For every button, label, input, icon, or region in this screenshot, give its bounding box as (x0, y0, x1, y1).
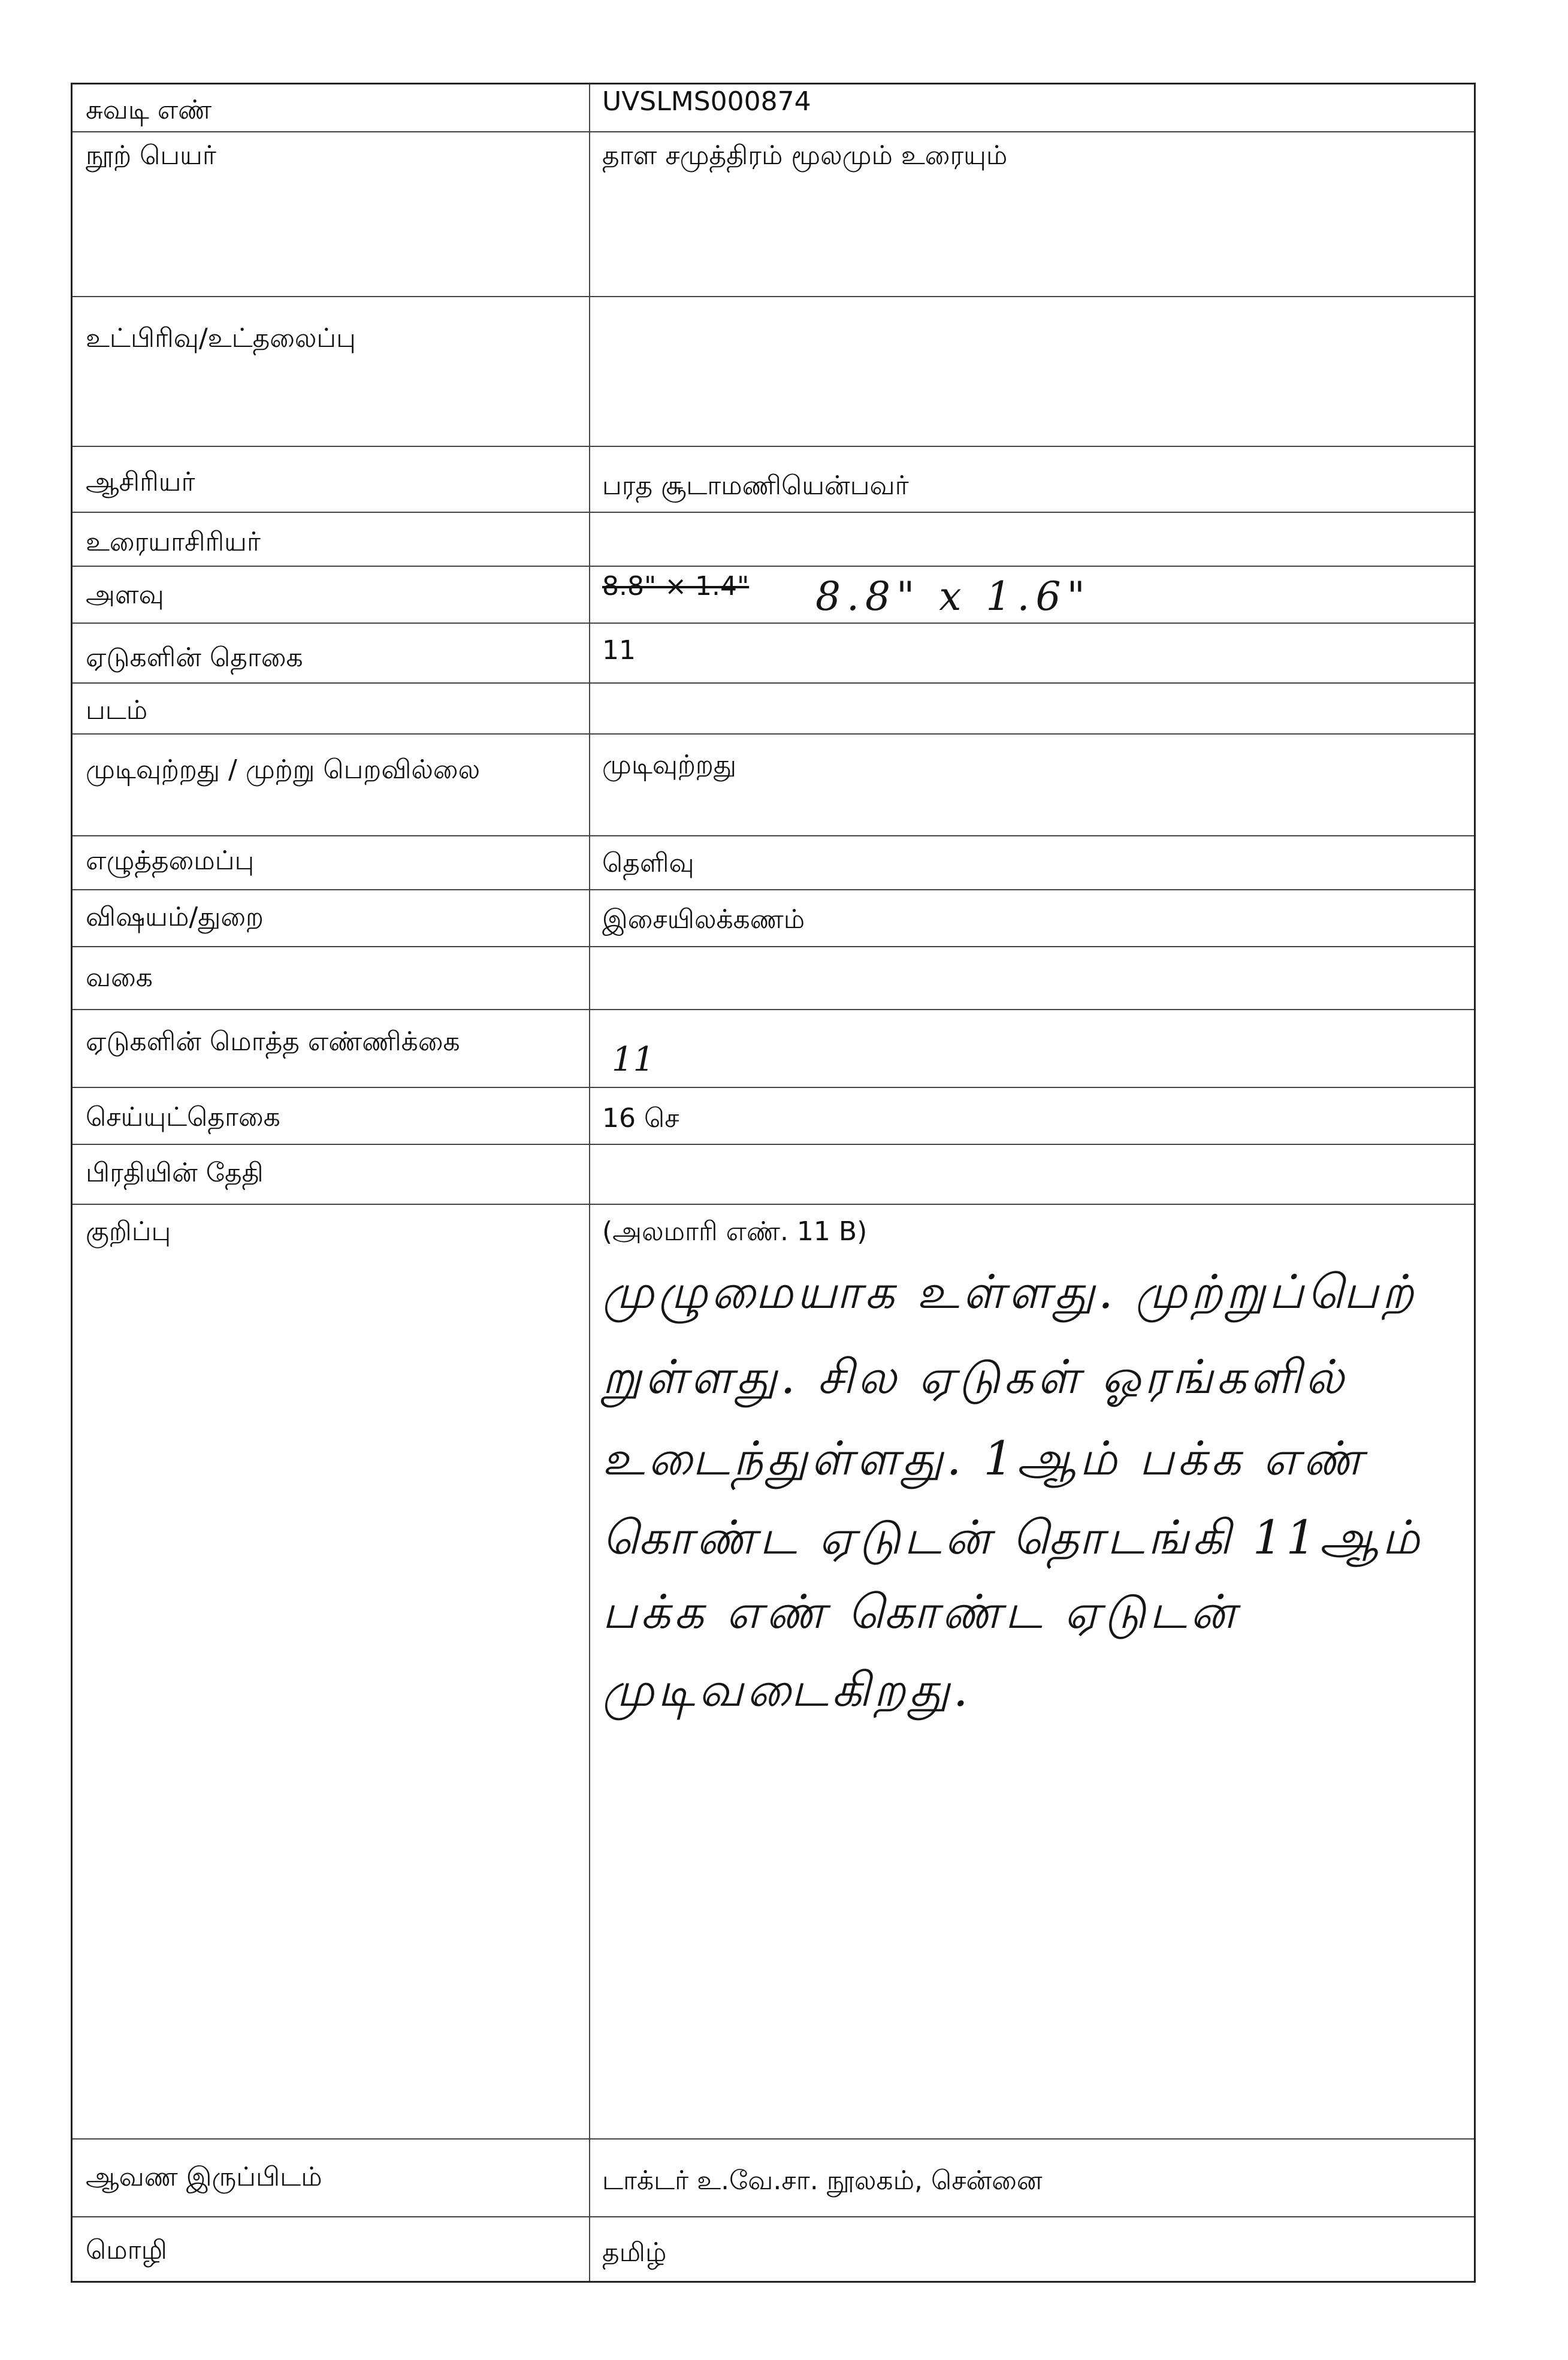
column-divider (589, 447, 590, 512)
table-row (72, 624, 1474, 684)
table-row (72, 297, 1474, 447)
field-label: உரையாசிரியர் (86, 527, 261, 557)
field-label: ஏடுகளின் மொத்த எண்ணிக்கை (86, 1026, 460, 1057)
field-label: பிரதியின் தேதி (86, 1158, 264, 1188)
column-divider (589, 2140, 590, 2216)
handwritten-note-line: முடிவடைகிறது. (602, 1663, 972, 1717)
handwritten-note-line: றுள்ளது. சில ஏடுகள் ஓரங்களில் (602, 1350, 1348, 1404)
handwritten-note-line: உடைந்துள்ளது. 1ஆம் பக்க எண் (602, 1432, 1366, 1486)
handwritten-note-line: பக்க எண் கொண்ட ஏடுடன் (602, 1585, 1240, 1639)
catalog-record-table (71, 83, 1476, 2283)
table-row (72, 735, 1474, 836)
table-row (72, 1205, 1474, 2140)
table-row (72, 2140, 1474, 2217)
column-divider (589, 1088, 590, 1144)
table-row (72, 1088, 1474, 1145)
column-divider (589, 84, 590, 131)
field-label: எழுத்தமைப்பு (86, 845, 255, 876)
handwritten-note-line: முழுமையாக உள்ளது. முற்றுப்பெற் (602, 1265, 1418, 1319)
field-value: முடிவுற்றது (602, 750, 737, 780)
field-value: 11 (602, 635, 636, 666)
table-row (72, 447, 1474, 513)
column-divider (589, 1010, 590, 1087)
column-divider (589, 297, 590, 446)
handwritten-total-count: 11 (612, 1040, 655, 1079)
field-label: ஏடுகளின் தொகை (86, 642, 303, 673)
column-divider (589, 624, 590, 682)
field-label: குறிப்பு (86, 1216, 171, 1247)
field-value: இசையிலக்கணம் (602, 904, 805, 935)
column-divider (589, 947, 590, 1009)
column-divider (589, 513, 590, 566)
table-row (72, 1145, 1474, 1205)
table-row (72, 84, 1474, 132)
field-value: (அலமாரி எண். 11 B) (602, 1216, 868, 1247)
column-divider (589, 567, 590, 623)
field-value: 16 செ (602, 1103, 679, 1134)
column-divider (589, 1205, 590, 2138)
column-divider (589, 684, 590, 733)
column-divider (589, 836, 590, 889)
field-label: வகை (86, 962, 153, 993)
field-value: டாக்டர் உ.வே.சா. நூலகம், சென்னை (602, 2165, 1043, 2196)
handwritten-size-value: 8.8" x 1.6" (815, 573, 1091, 620)
table-row (72, 513, 1474, 567)
field-label: மொழி (86, 2235, 167, 2265)
column-divider (589, 1145, 590, 1204)
field-label: உட்பிரிவு/உட்தலைப்பு (86, 323, 356, 353)
field-value: தெளிவு (602, 848, 694, 878)
struck-size-value: 8.8" × 1.4" (602, 571, 750, 602)
field-label: நூற் பெயர் (86, 140, 216, 171)
field-label: அளவு (86, 579, 164, 610)
field-label: ஆவண இருப்பிடம் (86, 2162, 322, 2192)
field-label: சுவடி எண் (86, 95, 212, 125)
field-label: படம் (86, 695, 148, 726)
table-row (72, 567, 1474, 624)
table-row (72, 684, 1474, 735)
field-value: பரத சூடாமணியென்பவர் (602, 470, 909, 501)
field-value: தாள சமுத்திரம் மூலமும் உரையும் (602, 140, 1008, 171)
column-divider (589, 2217, 590, 2281)
column-divider (589, 735, 590, 835)
table-row (72, 947, 1474, 1010)
table-row (72, 132, 1474, 297)
field-label: விஷயம்/துறை (86, 902, 264, 932)
field-value: தமிழ் (602, 2237, 667, 2268)
field-label: முடிவுற்றது / முற்று பெறவில்லை (86, 754, 481, 785)
field-label: ஆசிரியர் (86, 467, 195, 497)
table-row (72, 2217, 1474, 2281)
table-row (72, 836, 1474, 890)
handwritten-note-line: கொண்ட ஏடுடன் தொடங்கி 11ஆம் (602, 1511, 1424, 1565)
table-row (72, 1010, 1474, 1088)
field-label: செய்யுட்தொகை (86, 1102, 280, 1132)
column-divider (589, 890, 590, 946)
table-row (72, 890, 1474, 947)
column-divider (589, 132, 590, 296)
field-value: UVSLMS000874 (602, 86, 811, 117)
